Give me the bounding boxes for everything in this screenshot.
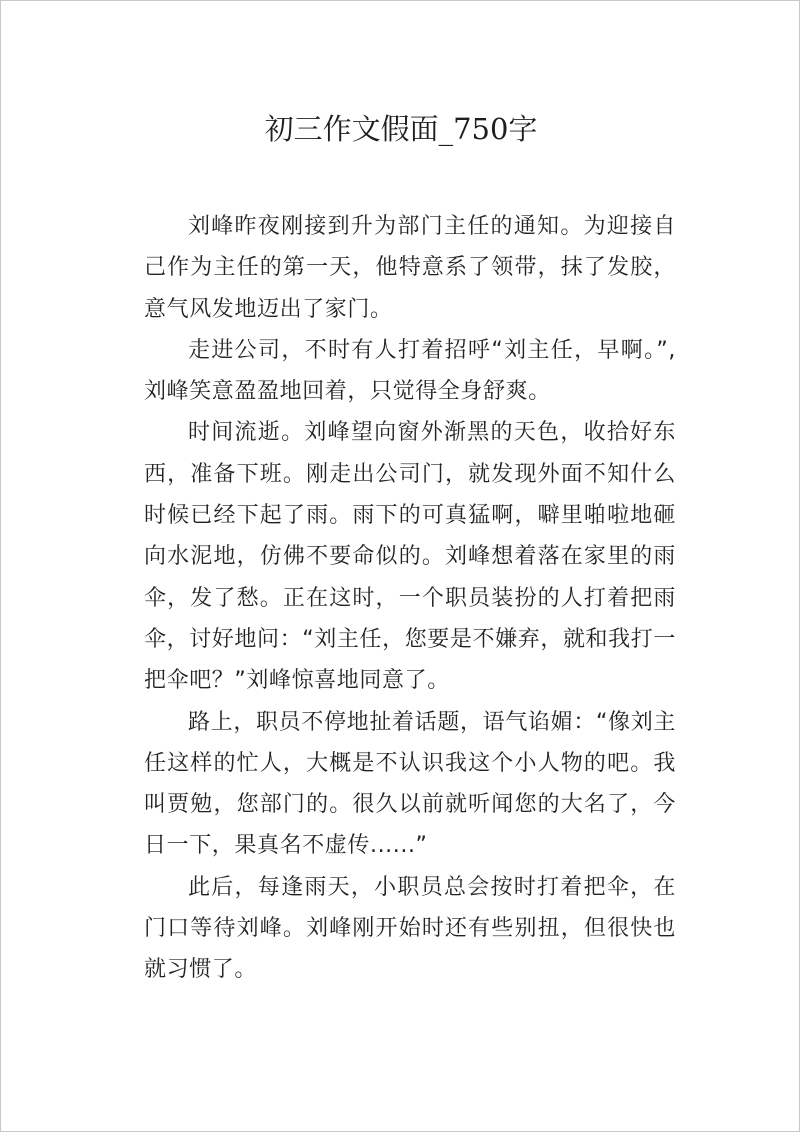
paragraph-3: 时间流逝。刘峰望向窗外渐黑的天色，收拾好东西，准备下班。刚走出公司门，就发现外面不知什么时候已经下起了雨。雨下的可真猛啊，噼里啪啦地砸向水泥地，仿佛不要命似的。刘峰想着落在家里的雨伞，发了愁。正在这时，一个职员装扮的人打着把雨伞，讨好地问：“刘主任，您要是不嫌弃，就和我打一把伞吧？”刘峰惊喜地同意了。 (144, 420, 676, 694)
document-body (144, 206, 676, 991)
document-page (1, 1, 800, 1133)
paragraph-1: 刘峰昨夜刚接到升为部门主任的通知。为迎接自己作为主任的第一天，他特意系了领带，抹了发胶，意气风发地迈出了家门。 (144, 214, 676, 322)
paragraph-4: 路上，职员不停地扯着话题，语气谄媚：“像刘主任这样的忙人，大概是不认识我这个小人物的吧。我叫贾勉，您部门的。很久以前就听闻您的大名了，今日一下，果真名不虚传......” (144, 709, 676, 859)
paragraph-5: 此后，每逢雨天，小职员总会按时打着把伞，在门口等待刘峰。刘峰刚开始时还有些别扭，但很快也就习惯了。 (144, 874, 676, 983)
document-title: 初三作文假面_750字 (264, 112, 538, 146)
paragraph-2: 走进公司，不时有人打着招呼“刘主任，早啊。”,刘峰笑意盈盈地回着，只觉得全身舒爽。 (144, 337, 676, 405)
